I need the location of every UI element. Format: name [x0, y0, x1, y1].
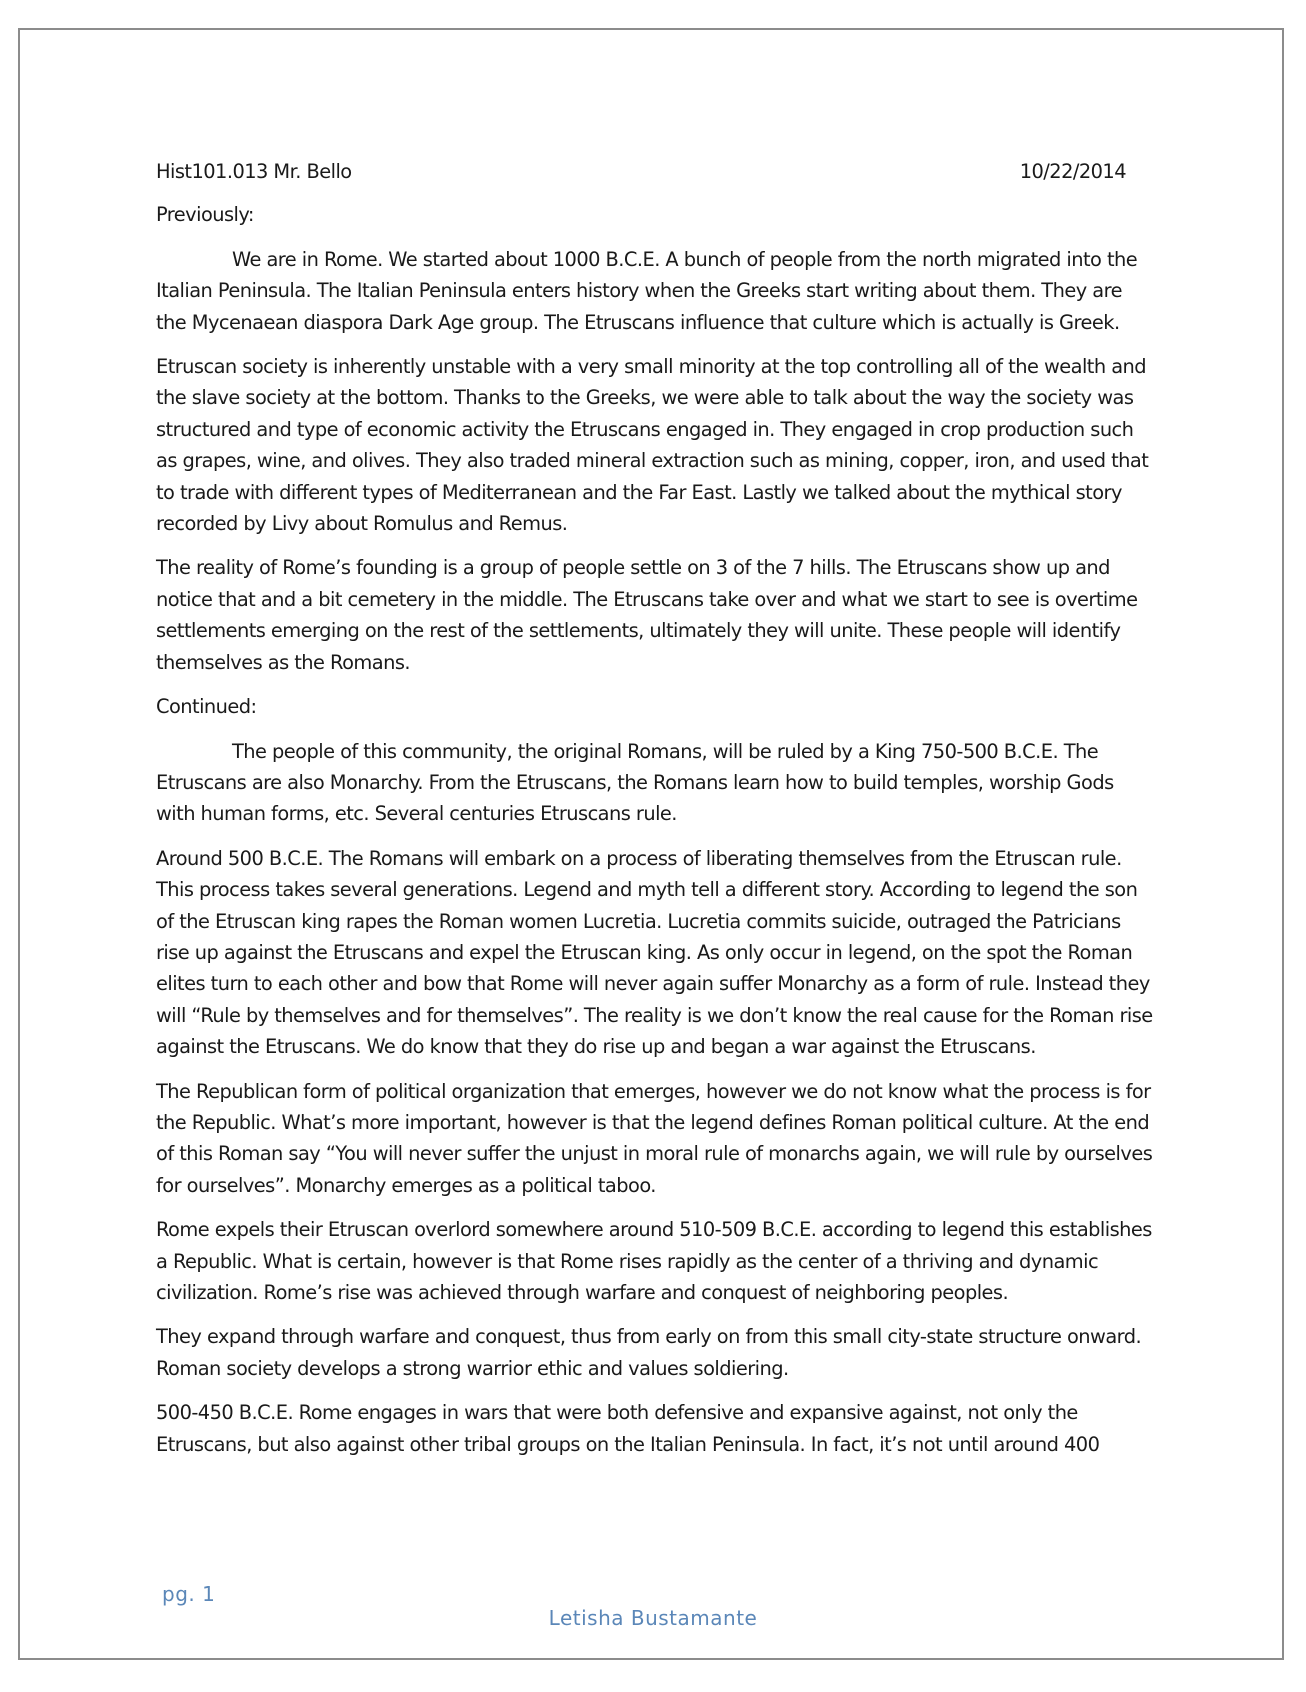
paragraph: They expand through warfare and conquest, thus from early on from this small city-state structure onward. Roman society develops a strong warrior ethic and values soldiering. [156, 1325, 1142, 1380]
previously-heading: Previously: [156, 203, 254, 227]
document-date: 10/22/2014 [1019, 160, 1126, 183]
continued-heading: Continued: [156, 695, 257, 719]
paragraph: The people of this community, the original Romans, will be ruled by a King 750-500 B.C.E. The Etruscans are also Monarchy. From the Etruscans, the Romans learn how to build temples, worship Gods with human forms, etc. Several centuries Etruscans rule. [156, 739, 1114, 826]
paragraph: 500-450 B.C.E. Rome engages in wars that were both defensive and expansive against, not only the Etruscans, but also against other tribal groups on the Italian Peninsula. In fact, it’s not until around 400 [156, 1401, 1100, 1456]
author-name: Letisha Bustamante [548, 1606, 758, 1630]
document-header [156, 156, 1156, 187]
course-label: Hist101.013 Mr. Bello [156, 160, 352, 183]
document-page [18, 28, 1284, 1660]
paragraph: Etruscan society is inherently unstable with a very small minority at the top controlling all of the wealth and the slave society at the bottom. Thanks to the Greeks, we were able to talk about the way the society was structured and type of economic activity the Etruscans engaged in. They engaged in crop production such as grapes, wine, and olives. They also traded mineral extraction such as mining, copper, iron, and used that to trade with different types of Mediterranean and the Far East. Lastly we talked about the mythical story recorded by Livy about Romulus and Remus. [156, 355, 1149, 536]
paragraph: The Republican form of political organization that emerges, however we do not know what the process is for the Republic. What’s more important, however is that the legend defines Roman political culture. At the end of this Roman say “You will never suffer the unjust in moral rule of monarchs again, we will rule by ourselves for ourselves”. Monarchy emerges as a political taboo. [156, 1079, 1153, 1197]
paragraph: We are in Rome. We started about 1000 B.C.E. A bunch of people from the north migrated into the Italian Peninsula. The Italian Peninsula enters history when the Greeks start writing about them. They are the Mycenaean diaspora Dark Age group. The Etruscans influence that culture which is actually is Greek. [156, 247, 1138, 334]
page-number: pg. 1 [162, 1582, 216, 1606]
paragraph: The reality of Rome’s founding is a group of people settle on 3 of the 7 hills. The Etruscans show up and notice that and a bit cemetery in the middle. The Etruscans take over and what we start to see is overtime settlements emerging on the rest of the settlements, ultimately they will unite. These people will identify themselves as the Romans. [156, 556, 1138, 674]
paragraph: Rome expels their Etruscan overlord somewhere around 510-509 B.C.E. according to legend this establishes a Republic. What is certain, however is that Rome rises rapidly as the center of a thriving and dynamic civilization. Rome’s rise was achieved through warfare and conquest of neighboring peoples. [156, 1218, 1152, 1304]
paragraph: Around 500 B.C.E. The Romans will embark on a process of liberating themselves from the Etruscan rule. This process takes several generations. Legend and myth tell a different story. According to legend the son of the Etruscan king rapes the Roman women Lucretia. Lucretia commits suicide, outraged the Patricians rise up against the Etruscans and expel the Etruscan king. As only occur in legend, on the spot the Roman elites turn to each other and bow that Rome will never again suffer Monarchy as a form of rule. Instead they will “Rule by themselves and for themselves”. The reality is we don’t know the real cause for the Roman rise against the Etruscans. We do know that they do rise up and began a war against the Etruscans. [156, 846, 1153, 1059]
document-body [156, 156, 1156, 1473]
